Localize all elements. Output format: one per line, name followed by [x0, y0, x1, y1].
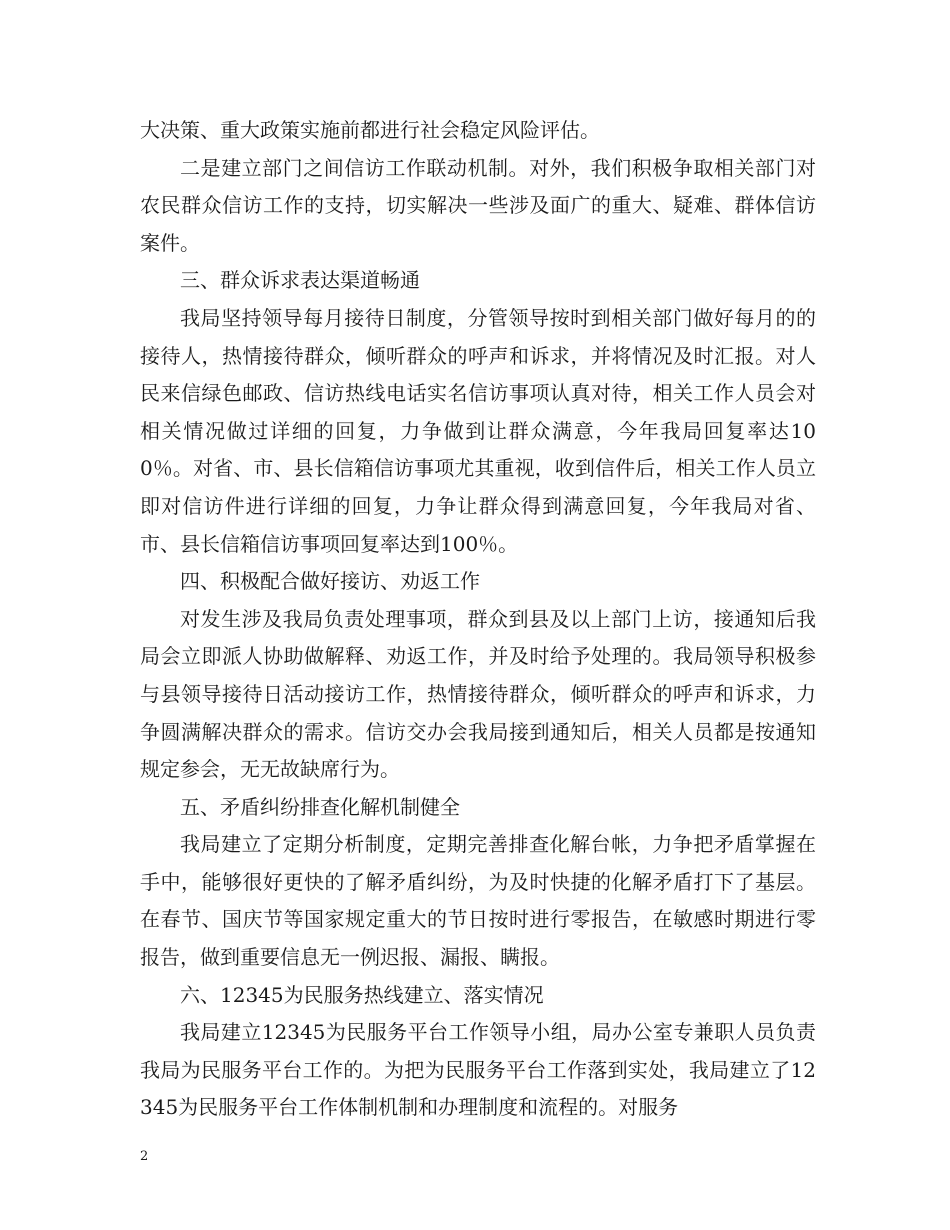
page-number: 2	[140, 1149, 149, 1164]
paragraph-10: 我局建立12345为民服务平台工作领导小组，局办公室专兼职人员负责我局为民服务平台工作的。为把为民服务平台工作落到实处，我局建立了12345为民服务平台工作体制机制和办理制度和流程的。对服务	[140, 1020, 816, 1120]
paragraph-2: 二是建立部门之间信访工作联动机制。对外，我们积极争取相关部门对农民群众信访工作的支持，切实解决一些涉及面广的重大、疑难、群体信访案件。	[140, 155, 816, 255]
paragraph-6: 对发生涉及我局负责处理事项，群众到县及以上部门上访，接通知后我局会立即派人协助做解释、劝返工作，并及时给予处理的。我局领导积极参与县领导接待日活动接访工作，热情接待群众，倾听群众的呼声和诉求，力争圆满解决群众的需求。信访交办会我局接到通知后，相关人员都是按通知规定参会，无无故缺席行为。	[140, 606, 816, 782]
section-heading-5: 五、矛盾纠纷排查化解机制健全	[180, 794, 460, 819]
body-text	[140, 112, 816, 1127]
section-heading-6: 六、12345为民服务热线建立、落实情况	[180, 982, 544, 1007]
paragraph-1: 大决策、重大政策实施前都进行社会稳定风险评估。	[140, 118, 600, 142]
paragraph-8: 我局建立了定期分析制度，定期完善排查化解台帐，力争把矛盾掌握在手中，能够很好更快的了解矛盾纠纷，为及时快捷的化解矛盾打下了基层。在春节、国庆节等国家规定重大的节日按时进行零报告，在敏感时期进行零报告，做到重要信息无一例迟报、漏报、瞒报。	[140, 832, 816, 970]
section-heading-3: 三、群众诉求表达渠道畅通	[180, 268, 420, 293]
section-heading-4: 四、积极配合做好接访、劝返工作	[180, 569, 480, 594]
paragraph-4: 我局坚持领导每月接待日制度，分管领导按时到相关部门做好每月的的接待人，热情接待群众，倾听群众的呼声和诉求，并将情况及时汇报。对人民来信绿色邮政、信访热线电话实名信访事项认真对待，相关工作人员会对相关情况做过详细的回复，力争做到让群众满意，今年我局回复率达100％。对省、市、县长信箱信访事项尤其重视，收到信件后，相关工作人员立即对信访件进行详细的回复，力争让群众得到满意回复，今年我局对省、市、县长信箱信访事项回复率达到100％。	[140, 305, 816, 556]
